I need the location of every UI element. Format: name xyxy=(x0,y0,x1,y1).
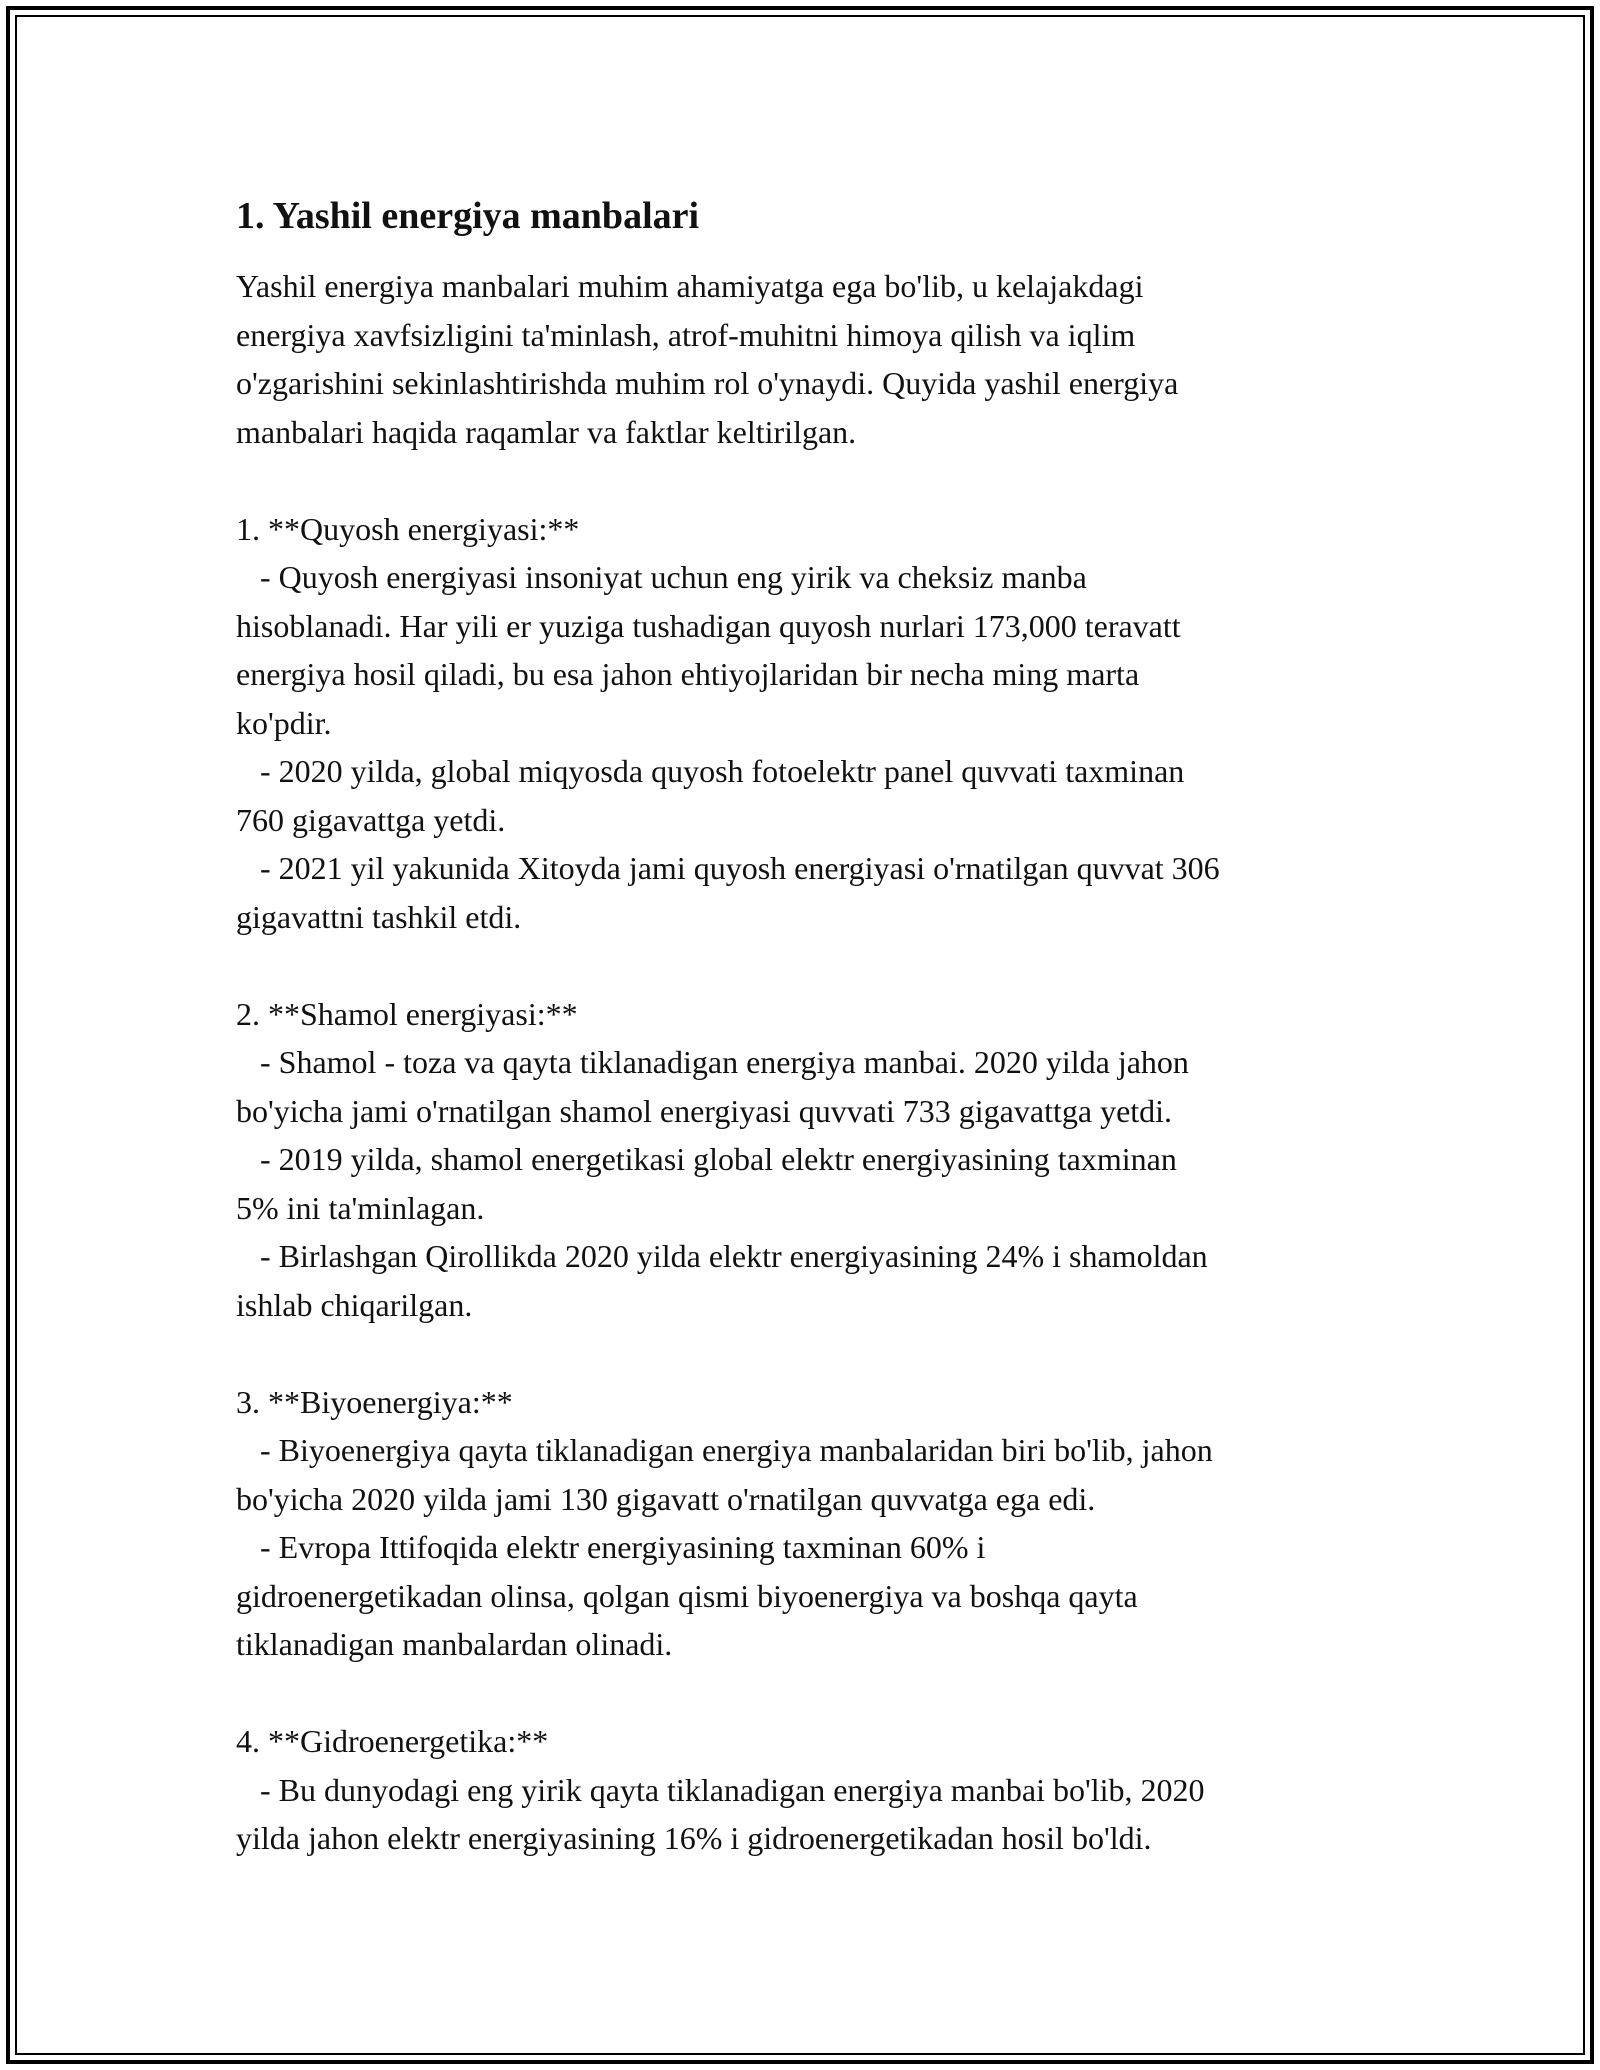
document-content xyxy=(236,188,1376,1863)
document-body: Yashil energiya manbalari muhim ahamiyatga ega bo'lib, u kelajakdagi energiya xavfsizligini ta'minlash, atrof-muhitni himoya qilish va iqlim o'zgarishini sekinlashtirishda muhim rol o'ynaydi. Quyida yashil energiya manbalari haqida raqamlar va faktlar keltirilgan. 1. **Quyosh energiyasi:** - Quyosh energiyasi insoniyat uchun eng yirik va cheksiz manba hisoblanadi. Har yili er yuziga tushadigan quyosh nurlari 173,000 teravatt energiya hosil qiladi, bu esa jahon ehtiyojlaridan bir necha ming marta ko'pdir. - 2020 yilda, global miqyosda quyosh fotoelektr panel quvvati taxminan 760 gigavattga yetdi. - 2021 yil yakunida Xitoyda jami quyosh energiyasi o'rnatilgan quvvat 306 gigavattni tashkil etdi. 2. **Shamol energiyasi:** - Shamol - toza va qayta tiklanadigan energiya manbai. 2020 yilda jahon bo'yicha jami o'rnatilgan shamol energiyasi quvvati 733 gigavattga yetdi. - 2019 yilda, shamol energetikasi global elektr energiyasining taxminan 5% ini ta'minlagan. - Birlashgan Qirollikda 2020 yilda elektr energiyasining 24% i shamoldan ishlab chiqarilgan. 3. **Biyoenergiya:** - Biyoenergiya qayta tiklanadigan energiya manbalaridan biri bo'lib, jahon bo'yicha 2020 yilda jami 130 gigavatt o'rnatilgan quvvatga ega edi. - Evropa Ittifoqida elektr energiyasining taxminan 60% i gidroenergetikadan olinsa, qolgan qismi biyoenergiya va boshqa qayta tiklanadigan manbalardan olinadi. 4. **Gidroenergetika:** - Bu dunyodagi eng yirik qayta tiklanadigan energiya manbai bo'lib, 2020 yilda jahon elektr energiyasining 16% i gidroenergetikadan hosil bo'ldi. xyxy=(236,268,1220,1856)
document-title: 1. Yashil energiya manbalari xyxy=(236,195,700,237)
